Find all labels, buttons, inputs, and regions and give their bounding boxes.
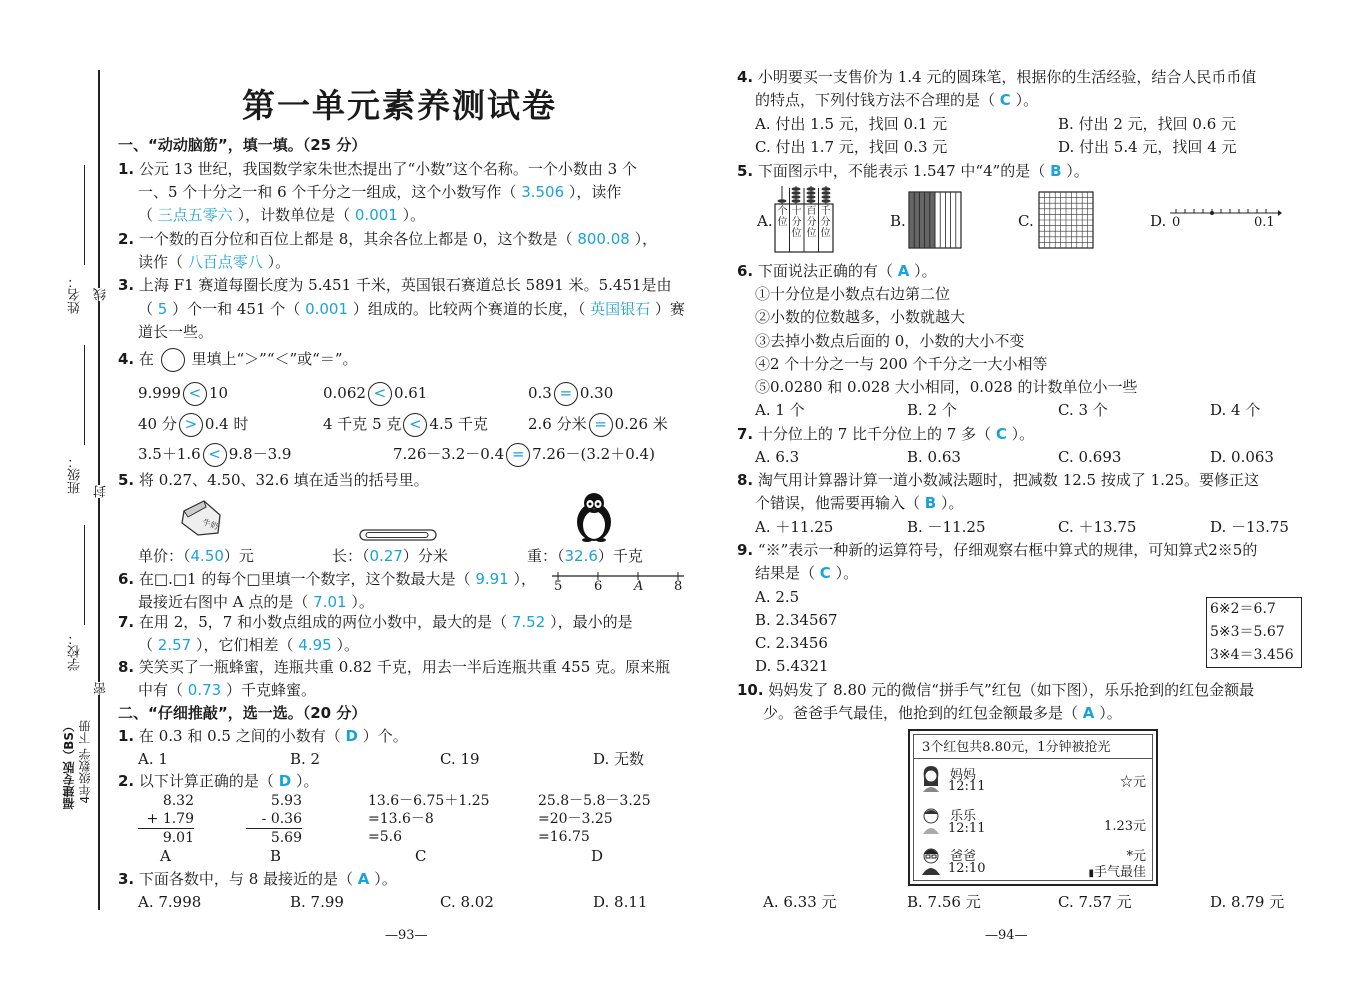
cmp-r2-c1: 40 分 > 0.4 时 <box>138 413 248 437</box>
s2-q7-optB[interactable]: B. 0.63 <box>907 448 961 466</box>
s1-q8-line2: 中有（ 0.73 ）千克蜂蜜。 <box>138 681 316 699</box>
q6-number-line <box>548 570 688 596</box>
calc-A: 8.32 + 1.79 9.01 <box>138 792 194 847</box>
decimal-number-line <box>1168 206 1283 234</box>
s2-q6-stem: 6. 下面说法正确的有（ A ）。 <box>737 262 937 280</box>
lele-avatar <box>920 806 942 834</box>
calc-B: 5.93 - 0.36 5.69 <box>246 792 302 847</box>
nl-tick-A: A <box>634 579 644 594</box>
abacus-col-3: 百分位 <box>806 206 817 239</box>
cmp-r1-c2: 0.062 < 0.61 <box>323 382 427 406</box>
s2-q6-optB[interactable]: B. 2 个 <box>907 401 957 419</box>
s1-q5-line1: 5. 将 0.27、4.50、32.6 填在适当的括号里。 <box>118 471 429 489</box>
mom-name: 妈妈 <box>950 768 977 783</box>
s2-q8-optD[interactable]: D. －13.75 <box>1210 518 1289 536</box>
blank-circle <box>161 348 185 372</box>
s2-q10-optD[interactable]: D. 8.79 元 <box>1210 893 1285 911</box>
cmp-r1-c3: 0.3 = 0.30 <box>528 382 613 406</box>
cmp-r3-c1: 3.5＋1.6 < 9.8－3.9 <box>138 443 291 467</box>
s1-q4-line1: 4. 在 里填上“＞”“＜”或“＝”。 <box>118 348 358 372</box>
s2-q10-line2: 少。爸爸手气最佳，他抢到的红包金额最多是（ A ）。 <box>763 704 1122 722</box>
dad-avatar <box>920 845 942 875</box>
s2-q8-optA[interactable]: A. ＋11.25 <box>755 518 834 536</box>
s1-q3-line2: （ 5 ）个一和 451 个（ 0.001 ）组成的。比较两个赛道的长度，（ 英国银石 ）赛 <box>138 300 685 318</box>
s2-q2-stem: 2. 以下计算正确的是（ D ）。 <box>118 772 319 790</box>
s1-q8-line1: 8. 笑笑买了一瓶蜂蜜，连瓶共重 0.82 千克，用去一半后连瓶共重 455 克。原来瓶 <box>118 658 671 676</box>
grade-label: 4年级数学 下册 <box>78 720 92 804</box>
s2-q4-line2: 的特点，下列付钱方法不合理的是（ C ）。 <box>755 91 1039 109</box>
q5-label-A[interactable]: A. <box>757 212 773 230</box>
section1-heading: 一、“动动脑筋”，填一填。（25 分） <box>118 136 367 154</box>
s1-q7-line1: 7. 在用 2，5，7 和小数点组成的两位小数中，最大的是（ 7.52 ），最小的是 <box>118 613 633 631</box>
q5-label-D[interactable]: D. <box>1150 212 1167 230</box>
s1-q7-line2: （ 2.57 ），它们相差（ 4.95 ）。 <box>138 636 359 654</box>
s2-q5-stem: 5. 下面图示中，不能表示 1.547 中“4”的是（ B ）。 <box>737 162 1089 180</box>
mom-amount: ☆元 <box>1119 775 1146 790</box>
card-header: 3个红包共8.80元，1分钟被抢光 <box>922 740 1111 755</box>
abacus-col-4: 千分位 <box>820 206 831 239</box>
seal-line: 线 <box>94 288 109 301</box>
calc-C: 13.6－6.75＋1.25 =13.6－8 =5.6 <box>368 793 490 845</box>
cmp-r2-c3: 2.6 分米 = 0.26 米 <box>528 413 668 437</box>
milk-carton-image <box>180 497 222 537</box>
s2-q10-optA[interactable]: A. 6.33 元 <box>763 893 837 911</box>
rule-1: 6※2＝6.7 <box>1210 601 1276 617</box>
card-divider <box>913 758 1153 759</box>
q5-label-C[interactable]: C. <box>1018 212 1034 230</box>
s2-q3-optB[interactable]: B. 7.99 <box>290 893 344 911</box>
calc-label-A[interactable]: A <box>160 847 171 865</box>
lele-name: 乐乐 <box>950 809 977 824</box>
rule-3: 3※4＝3.456 <box>1210 647 1294 663</box>
q5-label-B[interactable]: B. <box>890 212 906 230</box>
shaded-strips-figure <box>908 191 962 249</box>
s2-q10-optC[interactable]: C. 7.57 元 <box>1058 893 1132 911</box>
s2-q6-optA[interactable]: A. 1 个 <box>755 401 805 419</box>
s2-q6-optC[interactable]: C. 3 个 <box>1058 401 1108 419</box>
s1-q5-weight: 重：（32.6）千克 <box>527 547 643 565</box>
s2-q4-optA[interactable]: A. 付出 1.5 元，找回 0.1 元 <box>755 115 948 133</box>
s2-q3-optD[interactable]: D. 8.11 <box>593 893 648 911</box>
operation-rule-box <box>1206 597 1302 668</box>
card-inner-border <box>913 734 1153 881</box>
s2-q4-optB[interactable]: B. 付出 2 元，找回 0.6 元 <box>1058 115 1237 133</box>
abacus-col-1: 个位 <box>777 206 788 228</box>
s2-q7-optD[interactable]: D. 0.063 <box>1210 448 1274 466</box>
abacus-figure <box>773 184 835 254</box>
s2-q3-stem: 3. 下面各数中，与 8 最接近的是（ A ）。 <box>118 870 397 888</box>
s1-q1-line3: （ 三点五零六 ），计数单位是（ 0.001 ）。 <box>138 206 426 224</box>
s2-q9-optD[interactable]: D. 5.4321 <box>755 657 829 675</box>
s1-q5-price: 单价：（4.50）元 <box>138 547 254 565</box>
s1-q3-line1: 3. 上海 F1 赛道每圈长度为 5.451 千米，英国银石赛道总长 5891 米。5.451是由 <box>118 276 672 294</box>
dad-time: 12:10 <box>948 861 986 876</box>
s2-q6-item3: ③去掉小数点后面的 0，小数的大小不变 <box>755 332 1025 350</box>
crown-icon: ▮ <box>1088 868 1094 879</box>
s2-q6-item4: ④2 个十分之一与 200 个千分之一大小相等 <box>755 355 1048 373</box>
calc-label-B[interactable]: B <box>270 847 282 865</box>
s2-q6-optD[interactable]: D. 4 个 <box>1210 401 1261 419</box>
s2-q9-optA[interactable]: A. 2.5 <box>755 588 800 606</box>
s2-q10-optB[interactable]: B. 7.56 元 <box>907 893 981 911</box>
s2-q7-optC[interactable]: C. 0.693 <box>1058 448 1122 466</box>
s2-q1-optC[interactable]: C. 19 <box>440 750 480 768</box>
class-underline <box>84 345 85 445</box>
s1-q1-line1: 1. 公元 13 世纪，我国数学家朱世杰提出了“小数”这个名称。一个小数由 3 个 <box>118 160 637 178</box>
nl-tick-8: 8 <box>674 579 683 594</box>
s2-q9-line1: 9. “※”表示一种新的运算符号，仔细观察右框中算式的规律，可知算式2※5的 <box>737 541 1258 559</box>
s1-q6-line1: 6. 在□.□1 的每个□里填一个数字，这个数最大是（ 9.91 ）， <box>118 570 537 588</box>
s1-q2-line1: 2. 一个数的百分位和百位上都是 8，其余各位上都是 0，这个数是（ 800.08 ）， <box>118 230 658 248</box>
nl2-zero: 0 <box>1172 215 1181 230</box>
mom-avatar <box>920 764 942 792</box>
s2-q9-line2: 结果是（ C ）。 <box>755 564 859 582</box>
s2-q8-line2: 个错误，他需要再输入（ B ）。 <box>755 494 964 512</box>
s2-q9-optC[interactable]: C. 2.3456 <box>755 634 828 652</box>
paperclip-image <box>358 528 438 542</box>
s2-q10-line1: 10. 妈妈发了 8.80 元的微信“拼手气”红包（如下图），乐乐抢到的红包金额最 <box>737 681 1255 699</box>
lele-amount: 1.23元 <box>1104 819 1146 834</box>
grid-figure <box>1038 191 1094 249</box>
seal-secret: 密 <box>94 682 109 695</box>
milk-label: 牛奶 <box>201 517 220 532</box>
s2-q1-optD[interactable]: D. 无数 <box>593 750 645 768</box>
best-luck-note: ▮手气最佳 <box>1088 865 1146 880</box>
s2-q8-optC[interactable]: C. ＋13.75 <box>1058 518 1137 536</box>
s2-q1-optB[interactable]: B. 2 <box>290 750 321 768</box>
dad-amount: *元 <box>1126 849 1146 864</box>
red-envelope-card <box>908 729 1158 886</box>
section2-heading: 二、“仔细推敲”，选一选。（20 分） <box>118 704 367 722</box>
s1-q6-line2: 最接近右图中 A 点的是（ 7.01 ）。 <box>138 593 374 611</box>
s2-q7-optA[interactable]: A. 6.3 <box>755 448 800 466</box>
name-label: 姓名： <box>68 275 83 314</box>
brand-label: 福建专版（BS） <box>62 720 76 810</box>
s1-q5-length: 长：（0.27）分米 <box>332 547 448 565</box>
cmp-r2-c2: 4 千克 5 克 < 4.5 千克 <box>323 413 488 437</box>
penguin-image <box>572 492 616 542</box>
s1-q1-line2: 一、5 个十分之一和 6 个千分之一组成，这个小数写作（ 3.506 ），读作 <box>138 183 622 201</box>
abacus-col-2: 十分位 <box>791 206 802 239</box>
nl2-one-tenth: 0.1 <box>1254 215 1275 230</box>
mom-time: 12:11 <box>948 779 986 794</box>
name-underline <box>84 165 85 265</box>
nl-tick-5: 5 <box>554 579 563 594</box>
s2-q7-stem: 7. 十分位上的 7 比千分位上的 7 多（ C ）。 <box>737 425 1035 443</box>
page-number-right: —94— <box>985 928 1028 943</box>
s2-q1-optA[interactable]: A. 1 <box>138 750 168 768</box>
dad-name: 爸爸 <box>950 849 977 864</box>
page-title: 第一单元素养测试卷 <box>242 86 557 125</box>
s2-q8-optB[interactable]: B. －11.25 <box>907 518 986 536</box>
s1-q3-line3: 道长一些。 <box>138 323 214 341</box>
s2-q6-item1: ①十分位是小数点右边第二位 <box>755 285 951 303</box>
seal-seal: 封 <box>94 485 109 498</box>
school-label: 学校： <box>68 632 83 671</box>
cmp-r3-c2: 7.26－3.2－0.4 = 7.26－(3.2＋0.4) <box>393 443 655 467</box>
s2-q6-item2: ②小数的位数越多，小数就越大 <box>755 308 966 326</box>
s2-q9-optB[interactable]: B. 2.34567 <box>755 611 838 629</box>
calc-label-C[interactable]: C <box>415 847 427 865</box>
s1-q2-line2: 读作（ 八百点零八 ）。 <box>138 253 291 271</box>
s2-q4-optC[interactable]: C. 付出 1.7 元，找回 0.3 元 <box>755 138 948 156</box>
rule-2: 5※3＝5.67 <box>1210 624 1285 640</box>
nl-tick-6: 6 <box>594 579 603 594</box>
s2-q3-optC[interactable]: C. 8.02 <box>440 893 494 911</box>
lele-time: 12:11 <box>948 821 986 836</box>
page-number-left: —93— <box>385 928 428 943</box>
s2-q3-optA[interactable]: A. 7.998 <box>138 893 202 911</box>
class-label: 班级： <box>68 455 83 494</box>
s2-q1-stem: 1. 在 0.3 和 0.5 之间的小数有（ D ）个。 <box>118 727 408 745</box>
s2-q4-optD[interactable]: D. 付出 5.4 元，找回 4 元 <box>1058 138 1237 156</box>
s2-q4-line1: 4. 小明要买一支售价为 1.4 元的圆珠笔，根据你的生活经验，结合人民币币值 <box>737 68 1257 86</box>
s2-q6-item5: ⑤0.0280 和 0.028 大小相同，0.028 的计数单位小一些 <box>755 378 1138 396</box>
school-underline <box>84 525 85 625</box>
calc-D: 25.8－5.8－3.25 =20－3.25 =16.75 <box>538 793 651 845</box>
s2-q8-line1: 8. 淘气用计算器计算一道小数减法题时，把减数 12.5 按成了 1.25。要修正这 <box>737 471 1260 489</box>
cmp-r1-c1: 9.999 < 10 <box>138 382 228 406</box>
calc-label-D[interactable]: D <box>591 847 604 865</box>
